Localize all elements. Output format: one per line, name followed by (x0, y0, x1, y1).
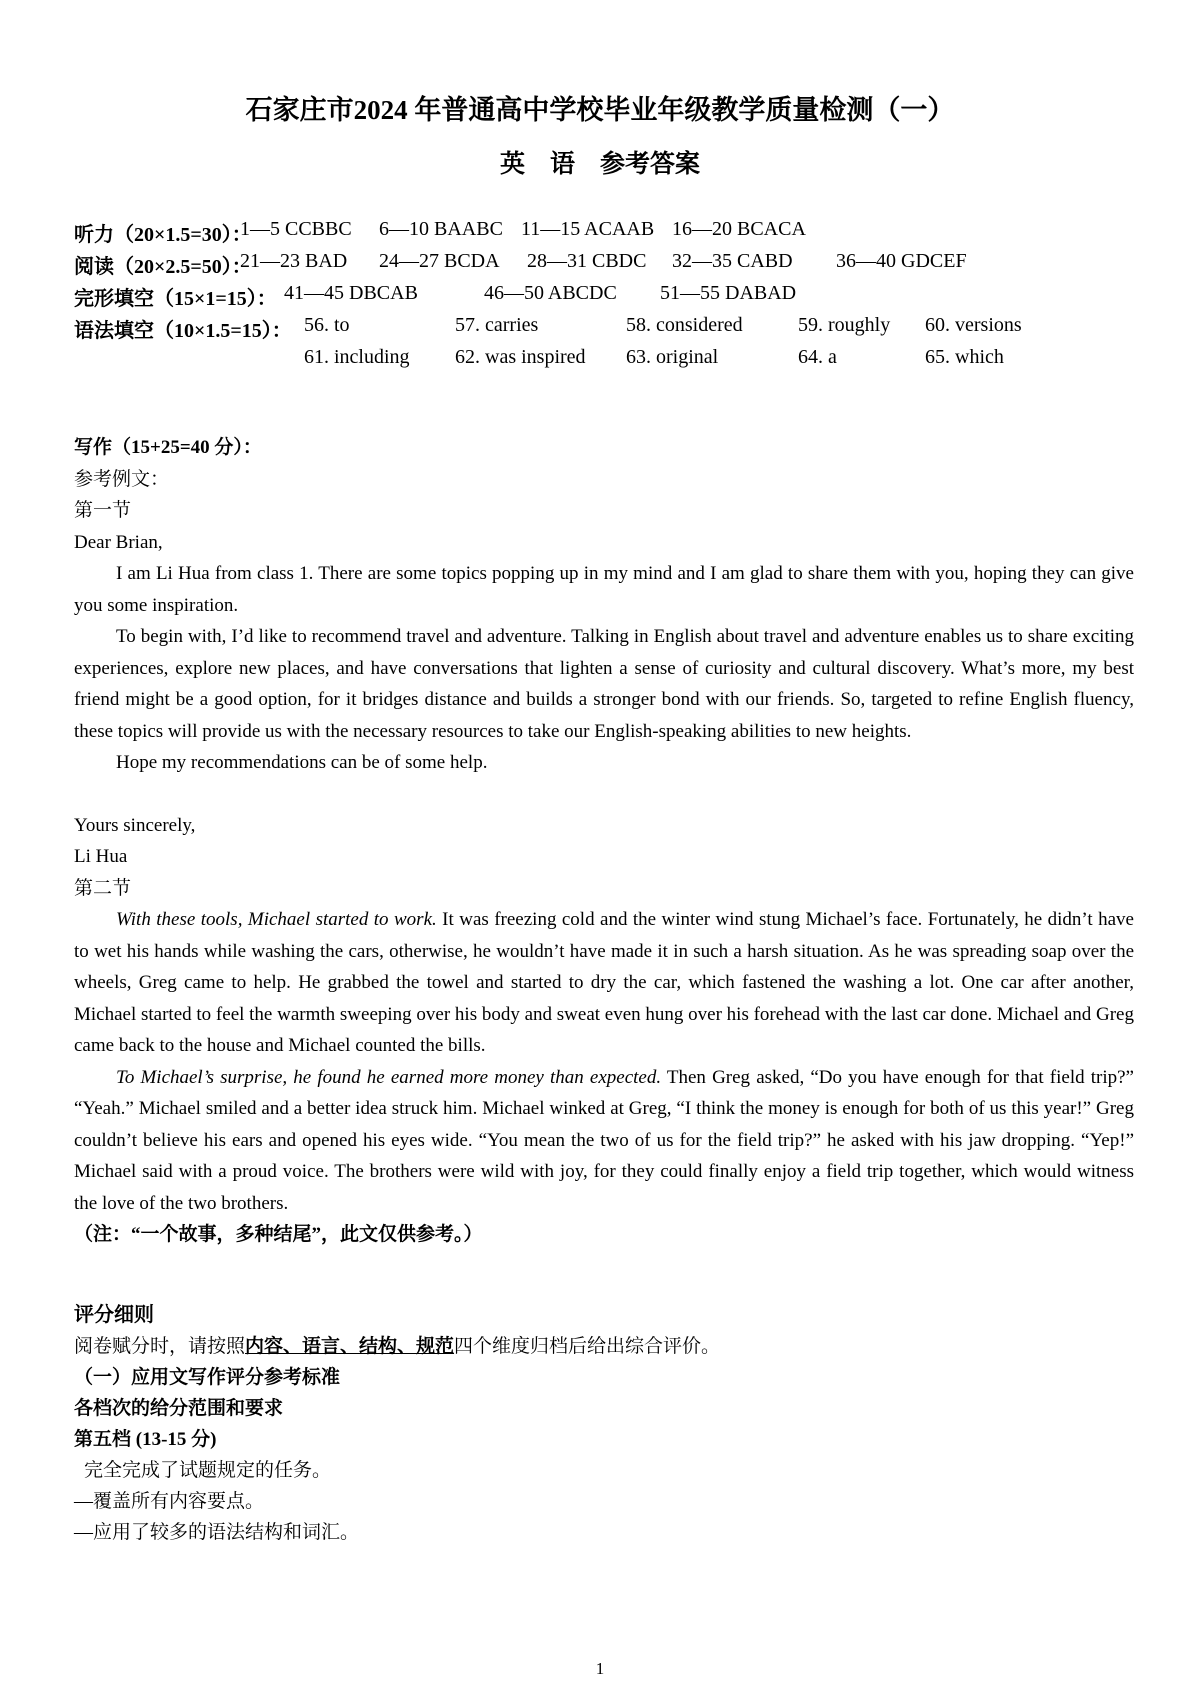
writing-section (74, 432, 1134, 1251)
answer-group: 16—20 BCACA (672, 218, 806, 240)
story-paragraph (74, 1062, 1134, 1220)
rubric-intro (74, 1331, 1134, 1362)
answer-group: 1—5 CCBBC (240, 218, 352, 240)
answer-item: 64. a (798, 346, 837, 368)
rubric-heading: 评分细则 (74, 1304, 154, 1326)
writing-heading: 写作（15+25=40 分）： (74, 437, 262, 458)
story-text: It was freezing cold and the winter wind stung Michael’s face. Fortunately, he didn’t have to wet his hands while washing the cars, otherwise, he wouldn’t have made it in such a harsh situation. As he was spreading soap over the wheels, Greg came to help. He grabbed the towel and started to dry the car, which fastened the washing a lot. One car after another, Michael started to feel the warmth sweeping over his body and sweat even hung over his forehead with the last car done. Michael and Greg came back to the house and Michael counted the bills. (74, 909, 1134, 1056)
story-paragraph (74, 904, 1134, 1062)
answer-group: 6—10 BAABC (379, 218, 503, 240)
part2-label: 第二节 (74, 877, 132, 899)
grammar-answers-row1 (74, 314, 1022, 343)
part1-label: 第一节 (74, 500, 132, 521)
page-number: 1 (595, 1659, 605, 1678)
story-text: Then Greg asked, “Do you have enough for that field trip?” “Yeah.” Michael smiled and a better idea struck him. Michael winked at Greg, “I think the money is enough for both of us this year!” Greg couldn’t believe his ears and opened his eyes wide. “You mean the two of us for the field trip?” he asked with his jaw dropping. “Yep!” Michael said with a proud voice. The brothers were wild with joy, for they could finally enjoy a field trip together, which would witness the love of the two brothers. (74, 1066, 1134, 1214)
story-note: （注：“一个故事，多种结尾”，此文仅供参考。） (74, 1224, 483, 1245)
listening-label: 听力（20×1.5=30）： (74, 224, 252, 246)
answer-item: 63. original (626, 346, 719, 368)
letter-signature: Li Hua (74, 846, 128, 867)
answer-item: 56. to (304, 314, 350, 336)
answer-item: 62. was inspired (455, 346, 586, 368)
answer-group: 46—50 ABCDC (484, 282, 617, 304)
letter-paragraph: I am Li Hua from class 1. There are some topics popping up in my mind and I am glad to share them with you, hoping they can give you some inspiration. (74, 563, 1134, 616)
answer-item: 60. versions (925, 314, 1022, 336)
reading-label: 阅读（20×2.5=50）： (74, 256, 252, 278)
answer-group: 28—31 CBDC (527, 250, 647, 272)
page-title: 石家庄市2024 年普通高中学校毕业年级教学质量检测（一） (245, 95, 955, 125)
story-lead-sentence: With these tools, Michael started to work. (116, 909, 437, 930)
rubric-dimensions: 内容、语言、结构、规范 (245, 1336, 455, 1357)
cloze-answers (74, 282, 797, 311)
answer-group: 32—35 CABD (672, 250, 793, 272)
answer-group: 41—45 DBCAB (284, 282, 418, 304)
rubric-intro-text: 阅卷赋分时，请按照 (74, 1336, 246, 1357)
grammar-label: 语法填空（10×1.5=15）： (74, 320, 292, 342)
answer-group: 36—40 GDCEF (836, 250, 967, 272)
answer-item: 57. carries (455, 314, 539, 336)
letter-closing: Yours sincerely, (74, 814, 196, 836)
answer-item: 61. including (304, 346, 410, 368)
reading-answers (74, 250, 967, 279)
rubric-line: —应用了较多的语法结构和词汇。 (74, 1522, 360, 1543)
answer-group: 51—55 DABAD (660, 282, 797, 304)
answer-item: 65. which (925, 346, 1004, 368)
rubric-section (74, 1300, 1134, 1548)
story-lead-sentence: To Michael’s surprise, he found he earned more money than expected. (116, 1066, 662, 1088)
rubric-line: —覆盖所有内容要点。 (74, 1491, 265, 1512)
answer-group: 24—27 BCDA (379, 250, 500, 272)
letter-paragraph: Hope my recommendations can be of some help. (116, 752, 488, 773)
answer-group: 21—23 BAD (240, 250, 348, 272)
rubric-subheading: 各档次的给分范围和要求 (74, 1398, 284, 1419)
page-subtitle: 英 语 参考答案 (499, 151, 700, 178)
answer-item: 59. roughly (798, 314, 891, 336)
cloze-label: 完形填空（15×1=15）： (74, 288, 277, 310)
rubric-line: 完全完成了试题规定的任务。 (84, 1460, 332, 1481)
sample-label: 参考例文： (74, 468, 170, 490)
answer-group: 11—15 ACAAB (521, 218, 655, 240)
rubric-level: 第五档 (13-15 分) (74, 1429, 217, 1450)
answer-item: 58. considered (626, 314, 743, 336)
rubric-intro-text: 四个维度归档后给出综合评价。 (454, 1336, 721, 1357)
letter-greeting: Dear Brian, (74, 531, 163, 553)
letter-paragraph: To begin with, I’d like to recommend travel and adventure. Talking in English about travel and adventure enables us to share exciting experiences, explore new places, and have conversations that lighten a sense of curiosity and cultural discovery. What’s more, my best friend might be a good option, for it bridges distance and builds a stronger bond with our friends. So, targeted to refine English fluency, these topics will provide us with the necessary resources to take our English-speaking abilities to new heights. (74, 626, 1134, 742)
rubric-subheading: （一）应用文写作评分参考标准 (74, 1367, 341, 1388)
listening-answers (74, 218, 806, 247)
